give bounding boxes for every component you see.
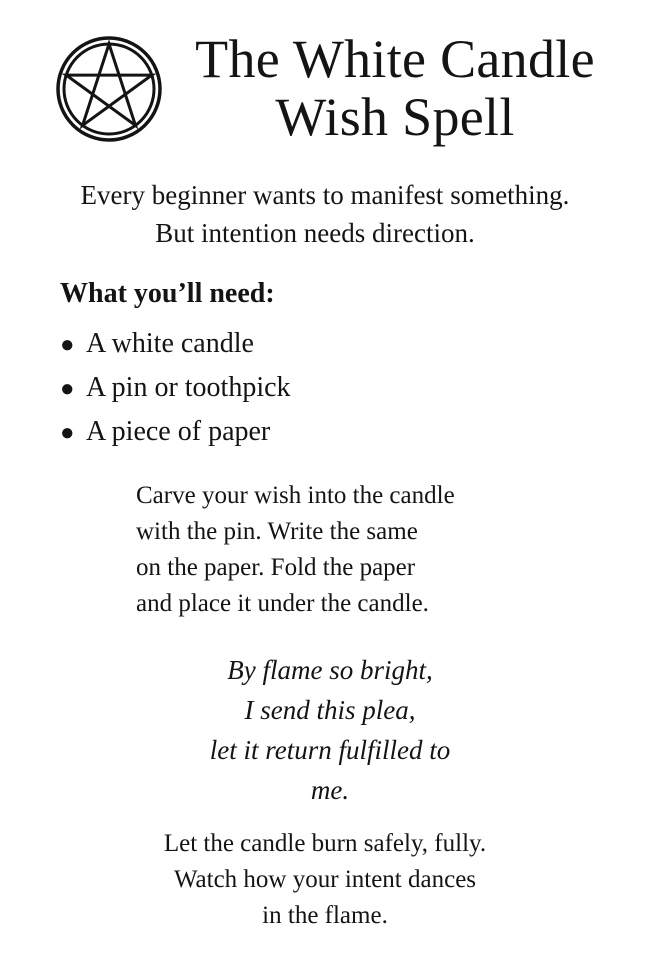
list-item-label: A white candle	[86, 328, 254, 359]
needs-list	[60, 324, 291, 456]
intro-text	[0, 176, 650, 252]
closing-line: in the flame.	[262, 902, 388, 929]
closing-line: Watch how your intent dances	[173, 866, 477, 893]
pentacle-icon	[54, 34, 164, 144]
title-line-1: The White Candle	[195, 29, 595, 89]
chant-line: let it return fulfilled to	[209, 735, 451, 765]
intro-line-1: Every beginner wants to manifest something.	[80, 180, 570, 210]
instructions-paragraph	[136, 478, 455, 622]
chant-line: I send this plea,	[244, 695, 416, 725]
list-item-label: A piece of paper	[86, 416, 271, 447]
header	[0, 0, 650, 170]
closing-text	[0, 826, 650, 934]
list-item	[60, 368, 291, 412]
needs-heading: What you’ll need:	[60, 278, 275, 309]
list-item	[60, 412, 291, 456]
chant-line: By flame so bright,	[227, 655, 433, 685]
instructions-line: with the pin. Write the same	[136, 518, 418, 545]
title-line-2: Wish Spell	[275, 87, 515, 147]
instructions-line: on the paper. Fold the paper	[136, 554, 416, 581]
instructions-line: Carve your wish into the candle	[136, 482, 455, 509]
chant-verse	[130, 650, 530, 810]
bullet-icon: ●	[60, 376, 75, 402]
closing-line: Let the candle burn safely, fully.	[163, 830, 487, 857]
bullet-icon: ●	[60, 332, 75, 358]
list-item	[60, 324, 291, 368]
list-item-label: A pin or toothpick	[86, 372, 291, 403]
instructions-line: and place it under the candle.	[136, 590, 429, 617]
bullet-icon: ●	[60, 420, 75, 446]
page-title	[160, 30, 630, 146]
intro-line-2: But intention needs direction.	[155, 218, 475, 248]
chant-line: me.	[310, 775, 350, 805]
